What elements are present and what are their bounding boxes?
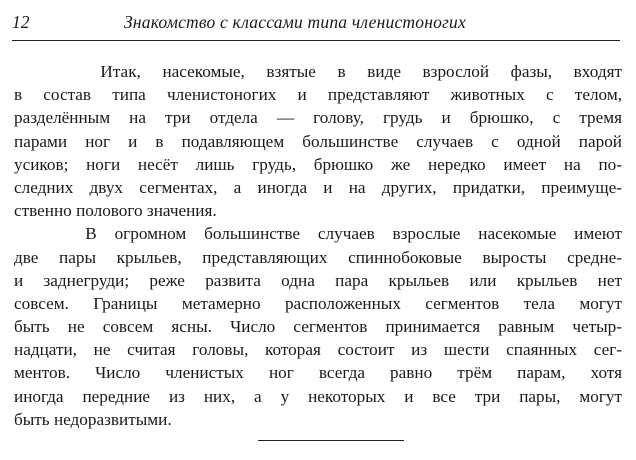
text-line: в состав типа членистоногих и представляют животных с телом, bbox=[14, 85, 622, 105]
paragraph-2 bbox=[14, 222, 622, 431]
text-line: быть недоразвитыми. bbox=[14, 409, 172, 429]
text-line: две пары крыльев, представляющих спиннобоковые выросты средне- bbox=[14, 247, 622, 267]
text-line: ственно полового значения. bbox=[14, 201, 217, 221]
text-line: разделённым на три отдела — голову, грудь и брюшко, с тремя bbox=[14, 108, 622, 128]
header-title: Знакомство с классами типа членистоногих bbox=[124, 12, 466, 32]
running-head bbox=[12, 10, 612, 34]
text-line: совсем. Границы метамерно расположенных сегментов тела могут bbox=[14, 293, 622, 313]
text-line: парами ног и в подавляющем большинстве случаев с одной парой bbox=[14, 131, 622, 151]
text-line: В огромном большинстве случаев взрослые насекомые имеют bbox=[14, 224, 622, 244]
text-line: усиков; ноги несёт лишь грудь, брюшко же нередко имеет на по- bbox=[14, 154, 622, 174]
text-line: быть не совсем ясны. Число сегментов принимается равным четыр- bbox=[14, 317, 622, 337]
text-line: Итак, насекомые, взятые в виде взрослой фазы, входят bbox=[14, 62, 622, 81]
text-line: следних двух сегментах, а иногда и на других, придатки, преимуще- bbox=[14, 177, 622, 197]
header-rule bbox=[12, 40, 620, 41]
paragraph-1 bbox=[14, 60, 622, 222]
page-number: 12 bbox=[12, 12, 30, 32]
text-line: надцати, не считая головы, которая состоит из шести спаянных сег- bbox=[14, 340, 622, 360]
text-line: иногда передние из них, а у некоторых и все три пары, могут bbox=[14, 386, 622, 406]
body-text bbox=[14, 60, 622, 431]
text-line: и заднегруди; реже развита одна пара крыльев или крыльев нет bbox=[14, 270, 622, 290]
text-line: ментов. Число членистых ног всегда равно трём парам, хотя bbox=[14, 363, 622, 383]
footer-rule bbox=[258, 440, 404, 441]
